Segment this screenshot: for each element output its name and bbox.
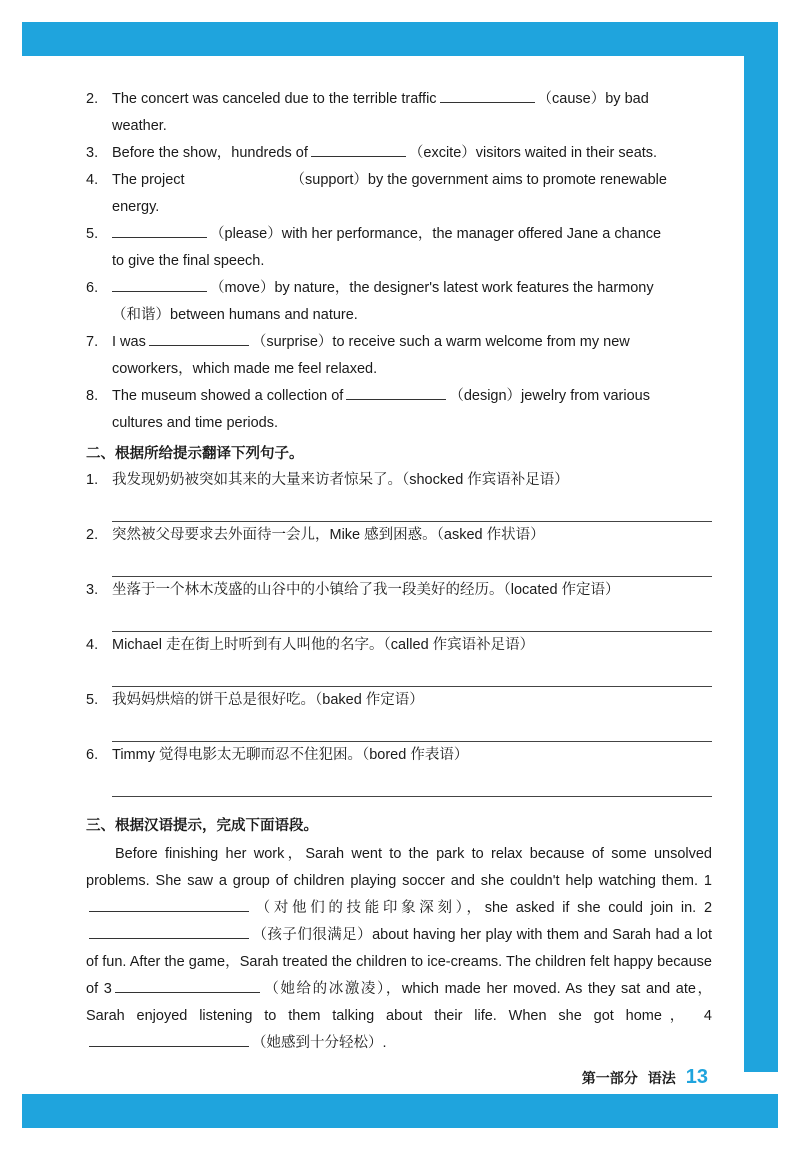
- passage-text: （对他们的技能印象深刻），she asked if she could join in.: [252, 900, 697, 916]
- question-number: 3.: [86, 145, 99, 161]
- question-hint: （support）by the government aims to promote renewable: [290, 172, 667, 188]
- question-7: [86, 329, 712, 383]
- question-text-cont: energy.: [112, 199, 160, 215]
- answer-line[interactable]: [112, 658, 712, 687]
- passage-text: （孩子们很满足）about having her play with them and Sarah had a lot of fun. After the game，Sarah treated the children to ice-creams. The children felt happy because of: [86, 927, 712, 997]
- question-number: 5.: [86, 692, 99, 708]
- translation-2: [86, 522, 712, 577]
- question-hint: （please）with her performance，the manager offered Jane a chance: [210, 226, 662, 242]
- right-frame-bar: [744, 56, 778, 1072]
- translation-5: [86, 687, 712, 742]
- question-6: [86, 275, 712, 329]
- question-text: The project: [112, 172, 185, 188]
- question-hint: （move）by nature，the designer's latest work features the harmony: [210, 280, 654, 296]
- translation-3: [86, 577, 712, 632]
- answer-blank[interactable]: [89, 1030, 249, 1047]
- translation-prompt: 我妈妈烘焙的饼干总是很好吃。（baked 作定语）: [112, 692, 424, 708]
- translation-prompt: 坐落于一个林木茂盛的山谷中的小镇给了我一段美好的经历。（located 作定语）: [112, 582, 620, 598]
- page-footer: [582, 1066, 708, 1089]
- answer-blank[interactable]: [112, 275, 207, 292]
- translation-prompt: 我发现奶奶被突如其来的大量来访者惊呆了。（shocked 作宾语补足语）: [112, 472, 569, 488]
- answer-blank[interactable]: [311, 140, 406, 157]
- translation-prompt: 突然被父母要求去外面待一会儿，Mike 感到困惑。（asked 作状语）: [112, 527, 545, 543]
- translation-prompt: Michael 走在街上时听到有人叫他的名字。（called 作宾语补足语）: [112, 637, 535, 653]
- section-3-title: 三、根据汉语提示，完成下面语段。: [86, 818, 318, 834]
- answer-blank[interactable]: [149, 329, 249, 346]
- answer-blank[interactable]: [112, 221, 207, 238]
- answer-line[interactable]: [112, 713, 712, 742]
- answer-blank[interactable]: [89, 922, 249, 939]
- question-number: 5.: [86, 226, 99, 242]
- question-hint: （design）jewelry from various: [449, 388, 650, 404]
- footer-topic: 语法: [647, 1070, 676, 1086]
- question-number: 4.: [86, 637, 99, 653]
- question-number: 3.: [86, 582, 99, 598]
- page-number: 13: [685, 1066, 708, 1088]
- question-text-cont: cultures and time periods.: [112, 415, 279, 431]
- answer-line[interactable]: [112, 493, 712, 522]
- question-hint: （surprise）to receive such a warm welcome from my new: [251, 334, 630, 350]
- answer-line[interactable]: [112, 548, 712, 577]
- footer-section: 第一部分: [581, 1070, 638, 1086]
- blank-number: 4: [703, 1008, 712, 1024]
- passage-text: （她感到十分轻松）.: [252, 1035, 387, 1051]
- passage-text: （她给的冰激凌），which made her moved. As they sat and ate，Sarah enjoyed listening to them talking about their life. When she got home，: [86, 981, 712, 1024]
- translation-prompt: Timmy 觉得电影太无聊而忍不住犯困。（bored 作表语）: [112, 747, 469, 763]
- answer-line[interactable]: [112, 603, 712, 632]
- answer-blank[interactable]: [115, 976, 260, 993]
- answer-blank[interactable]: [89, 895, 249, 912]
- question-8: [86, 383, 712, 437]
- question-number: 8.: [86, 388, 99, 404]
- question-text: Before the show，hundreds of: [112, 145, 308, 161]
- question-text-cont: coworkers，which made me feel relaxed.: [112, 361, 378, 377]
- answer-blank[interactable]: [440, 86, 535, 103]
- question-3: [86, 140, 712, 167]
- question-hint: （excite）visitors waited in their seats.: [408, 145, 658, 161]
- answer-line[interactable]: [112, 768, 712, 797]
- question-text-cont: to give the final speech.: [112, 253, 265, 269]
- question-number: 7.: [86, 334, 99, 350]
- passage: [86, 841, 712, 1057]
- question-number: 1.: [86, 472, 99, 488]
- question-5: [86, 221, 712, 275]
- worksheet-content: [86, 86, 712, 1057]
- question-4: [86, 167, 712, 221]
- question-text-cont: weather.: [112, 118, 167, 134]
- passage-text: Before finishing her work，Sarah went to the park to relax because of some unsolved problems. She saw a group of children playing soccer and she couldn't help watching them.: [86, 846, 712, 889]
- question-text: The concert was canceled due to the terrible traffic: [112, 91, 437, 107]
- section-2-title: 二、根据所给提示翻译下列句子。: [86, 446, 304, 462]
- translation-6: [86, 742, 712, 797]
- question-number: 2.: [86, 527, 99, 543]
- question-2: [86, 86, 712, 140]
- bottom-frame-bar: [22, 1094, 778, 1128]
- question-text-cont: （和谐）between humans and nature.: [112, 307, 358, 323]
- answer-blank[interactable]: [346, 383, 446, 400]
- question-number: 6.: [86, 280, 99, 296]
- question-number: 2.: [86, 91, 99, 107]
- blank-number: 3: [103, 981, 112, 997]
- translation-4: [86, 632, 712, 687]
- blank-number: 1: [703, 873, 712, 889]
- blank-number: 2: [703, 900, 713, 916]
- question-text: I was: [112, 334, 146, 350]
- translation-1: [86, 467, 712, 522]
- question-text: The museum showed a collection of: [112, 388, 344, 404]
- question-number: 6.: [86, 747, 99, 763]
- question-number: 4.: [86, 172, 99, 188]
- answer-blank[interactable]: [188, 168, 288, 184]
- top-frame-bar: [22, 22, 778, 56]
- question-hint: （cause）by bad: [537, 91, 649, 107]
